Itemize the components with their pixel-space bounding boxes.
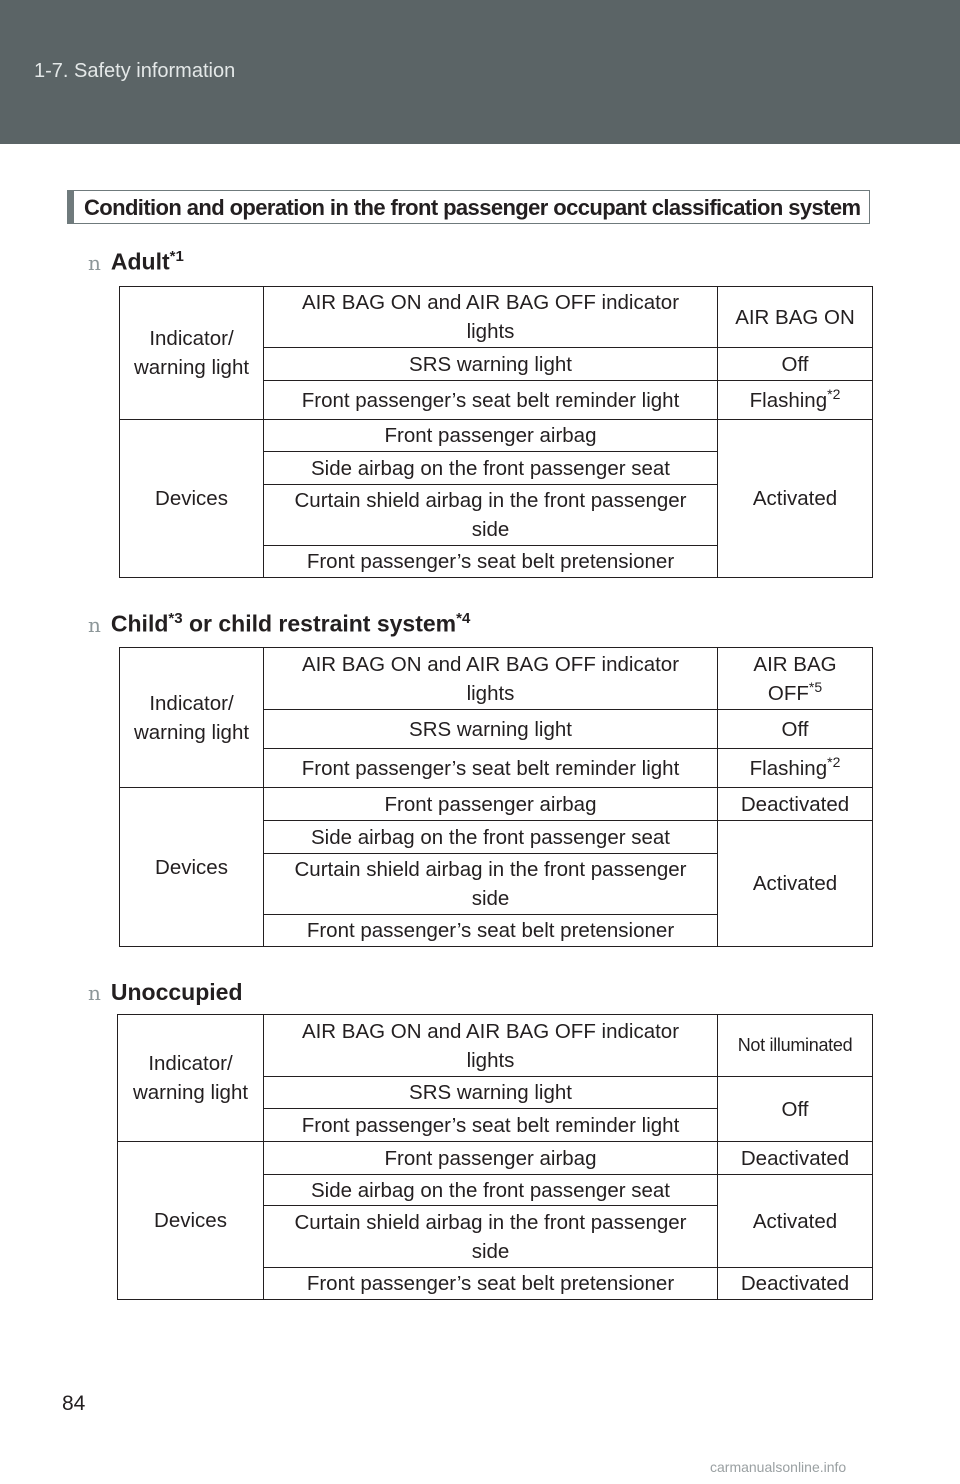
bullet-icon: n [88, 981, 101, 1005]
belt-reminder-label: Front passenger’s seat belt reminder light [264, 1109, 718, 1142]
pretensioner-label: Front passenger’s seat belt pretensioner [264, 546, 718, 578]
footnote-ref: *3 [168, 610, 183, 627]
devices-value: Activated [718, 821, 873, 947]
airbag-lights-value: AIR BAG ON [718, 287, 873, 348]
srs-value: Off [718, 710, 873, 749]
side-airbag-label: Side airbag on the front passenger seat [264, 1175, 718, 1206]
unoccupied-heading: n Unoccupied [88, 979, 243, 1005]
indicator-label: Indicator/ warning light [120, 648, 264, 788]
srs-value: Off [718, 348, 873, 381]
airbag-lights-label: AIR BAG ON and AIR BAG OFF indicator lights [264, 287, 718, 348]
srs-label: SRS warning light [264, 1077, 718, 1109]
adult-table [119, 286, 873, 578]
side-airbag-label: Side airbag on the front passenger seat [264, 452, 718, 485]
pretensioner-value: Deactivated [718, 1268, 873, 1300]
section-title-bar [68, 191, 74, 223]
adult-heading: n Adult$^{*1}$ [88, 248, 184, 275]
section-title-box [67, 190, 870, 224]
child-table [119, 647, 873, 947]
indicator-label: Indicator/ warning light [120, 287, 264, 420]
devices-label: Devices [120, 420, 264, 578]
devices-value: Activated [718, 420, 873, 578]
pretensioner-label: Front passenger’s seat belt pretensioner [264, 1268, 718, 1300]
curtain-airbag-label: Curtain shield airbag in the front passenger side [264, 1206, 718, 1268]
watermark: carmanualsonline.info [710, 1459, 847, 1475]
front-airbag-value: Deactivated [718, 1142, 873, 1175]
front-airbag-label: Front passenger airbag [264, 788, 718, 821]
section-title: Condition and operation in the front passenger occupant classification system [84, 195, 861, 220]
page-number: 84 [62, 1392, 86, 1415]
curtain-airbag-label: Curtain shield airbag in the front passenger side [264, 485, 718, 546]
header-title: 1-7. Safety information [34, 60, 236, 82]
bullet-icon: n [88, 250, 101, 275]
curtain-airbag-label: Curtain shield airbag in the front passenger side [264, 854, 718, 915]
unoccupied-table [117, 1014, 873, 1300]
side-airbag-label: Side airbag on the front passenger seat [264, 821, 718, 854]
front-airbag-value: Deactivated [718, 788, 873, 821]
child-heading: n Child$^{*3}$ or child restraint system$^{*4}$ [88, 610, 471, 637]
airbag-lights-value: AIR BAG OFF$^{*5}$ [718, 648, 873, 710]
belt-reminder-value: Flashing$^{*2}$ [718, 381, 873, 420]
footnote-ref: *1 [169, 248, 184, 265]
belt-reminder-label: Front passenger’s seat belt reminder light [264, 381, 718, 420]
devices-label: Devices [120, 788, 264, 947]
footnote-ref: *4 [456, 610, 471, 627]
indicator-label: Indicator/ warning light [118, 1015, 264, 1142]
front-airbag-label: Front passenger airbag [264, 420, 718, 452]
belt-reminder-label: Front passenger’s seat belt reminder light [264, 749, 718, 788]
srs-label: SRS warning light [264, 348, 718, 381]
srs-belt-value: Off [718, 1077, 873, 1142]
airbag-lights-value: Not illuminated [718, 1015, 873, 1077]
airbag-lights-label: AIR BAG ON and AIR BAG OFF indicator lights [264, 648, 718, 710]
page-header [0, 0, 960, 144]
belt-reminder-value: Flashing$^{*2}$ [718, 749, 873, 788]
pretensioner-label: Front passenger’s seat belt pretensioner [264, 915, 718, 947]
bullet-icon: n [88, 612, 101, 637]
airbag-lights-label: AIR BAG ON and AIR BAG OFF indicator lights [264, 1015, 718, 1077]
side-curtain-value: Activated [718, 1175, 873, 1268]
devices-label: Devices [118, 1142, 264, 1300]
front-airbag-label: Front passenger airbag [264, 1142, 718, 1175]
srs-label: SRS warning light [264, 710, 718, 749]
